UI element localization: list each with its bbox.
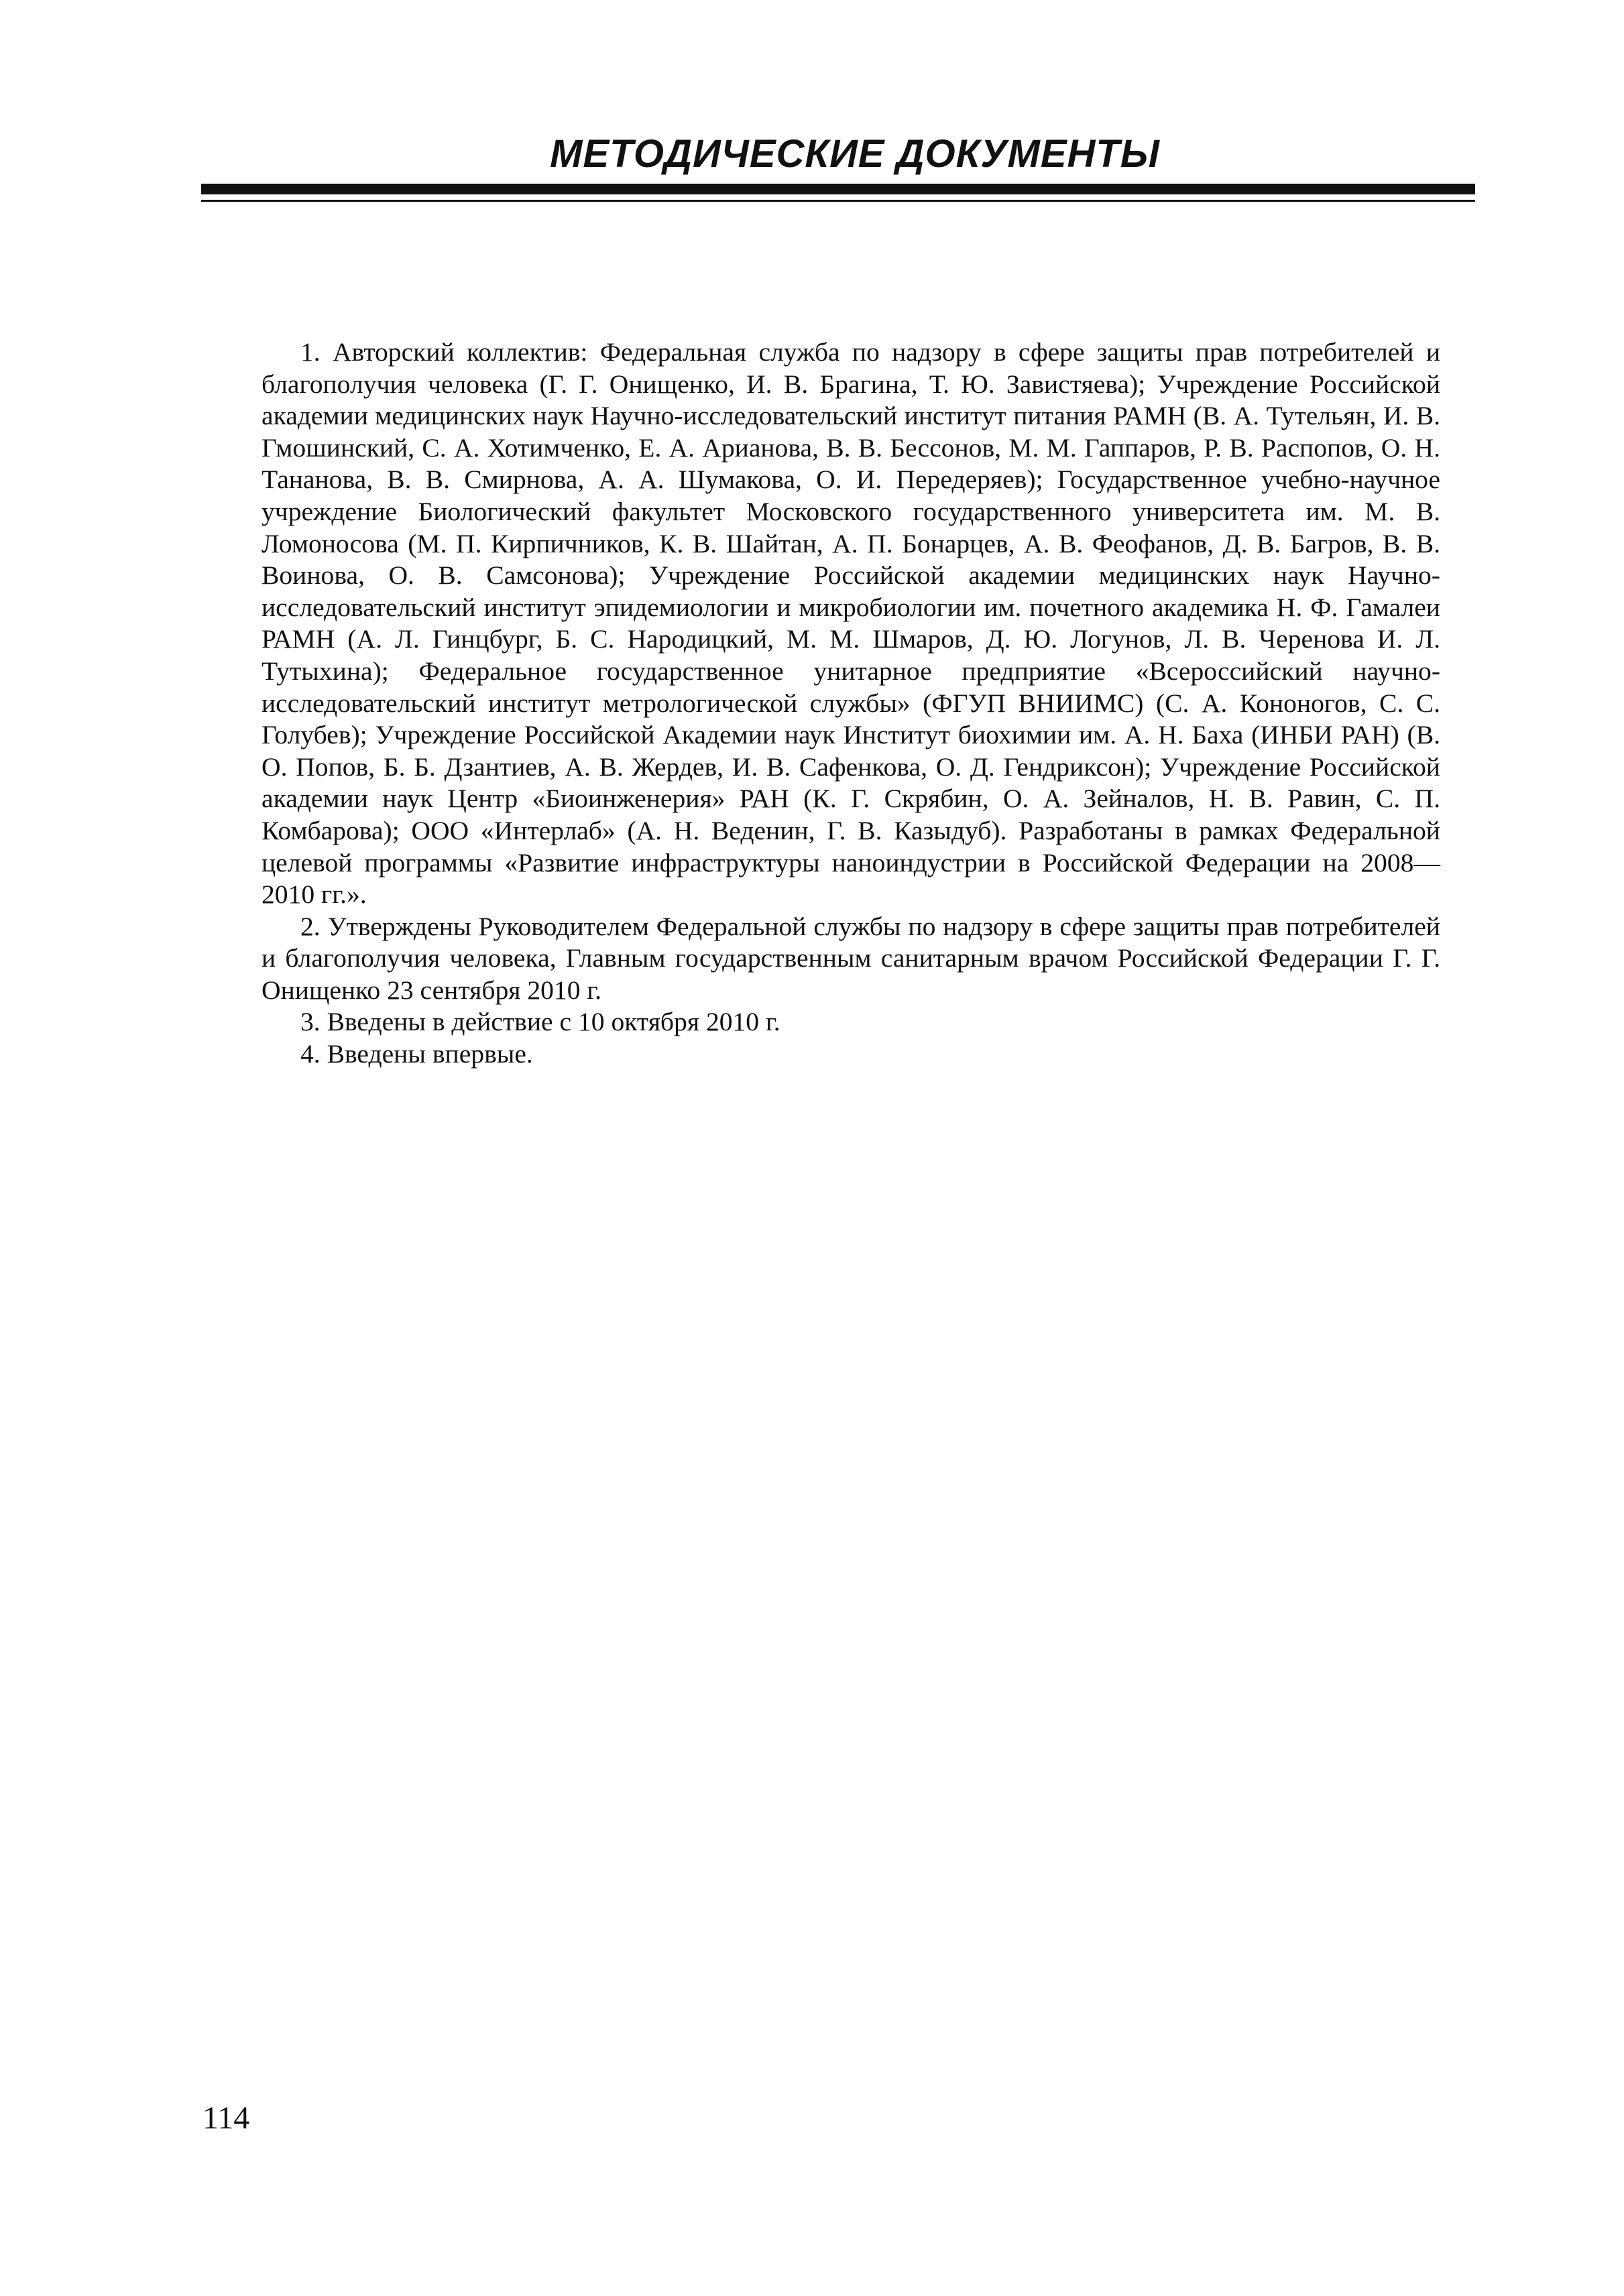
page-header	[201, 127, 1475, 202]
page-number: 114	[202, 2100, 250, 2136]
paragraph-authors: 1. Авторский коллектив: Федеральная служба по надзору в сфере защиты прав потребителей и благополучия человека (Г. Г. Онищенко, И. В. Брагина, Т. Ю. Завистяева); Учреждение Российской академии медицинских наук Научно-исследовательский институт питания РАМН (В. А. Тутельян, И. В. Гмошинский, С. А. Хотимченко, Е. А. Арианова, В. В. Бессонов, М. М. Гаппаров, Р. В. Распопов, О. Н. Тананова, В. В. Смирнова, А. А. Шумакова, О. И. Передеряев); Государственное учебно-научное учреждение Биологический факультет Московского государственного университета им. М. В. Ломоносова (М. П. Кирпичников, К. В. Шайтан, А. П. Бонарцев, А. В. Феофанов, Д. В. Багров, В. В. Воинова, О. В. Самсонова); Учреждение Российской академии медицинских наук Научно-исследовательский институт эпидемиологии и микробиологии им. почетного академика Н. Ф. Гамалеи РАМН (А. Л. Гинцбург, Б. С. Народицкий, М. М. Шмаров, Д. Ю. Логунов, Л. В. Черенова И. Л. Тутыхина); Федеральное государственное унитарное предприятие «Всероссийский научно-исследовательский институт метрологической службы» (ФГУП ВНИИМС) (С. А. Кононогов, С. С. Голубев); Учреждение Российской Академии наук Институт биохимии им. А. Н. Баха (ИНБИ РАН) (В. О. Попов, Б. Б. Дзантиев, А. В. Жердев, И. В. Сафенкова, О. Д. Гендриксон); Учреждение Российской академии наук Центр «Биоинженерия» РАН (К. Г. Скрябин, О. А. Зейналов, Н. В. Равин, С. П. Комбарова); ООО «Интерлаб» (А. Н. Веденин, Г. В. Казыдуб). Разработаны в рамках Федеральной целевой программы «Развитие инфраструктуры наноиндустрии в Российской Федерации на 2008—2010 гг.».	[262, 337, 1440, 910]
header-rule-thick	[201, 184, 1475, 194]
document-body	[262, 337, 1440, 1071]
paragraph-first-introduced: 4. Введены впервые.	[300, 1039, 533, 1069]
header-rule-thin	[201, 200, 1475, 202]
section-title: МЕТОДИЧЕСКИЕ ДОКУМЕНТЫ	[550, 132, 1160, 176]
paragraph-effective-date: 3. Введены в действие с 10 октября 2010 г.	[300, 1007, 780, 1037]
paragraph-approval: 2. Утверждены Руководителем Федеральной службы по надзору в сфере защиты прав потребителей и благополучия человека, Главным государственным санитарным врачом Российской Федерации Г. Г. Онищенко 23 сентября 2010 г.	[262, 911, 1440, 1005]
